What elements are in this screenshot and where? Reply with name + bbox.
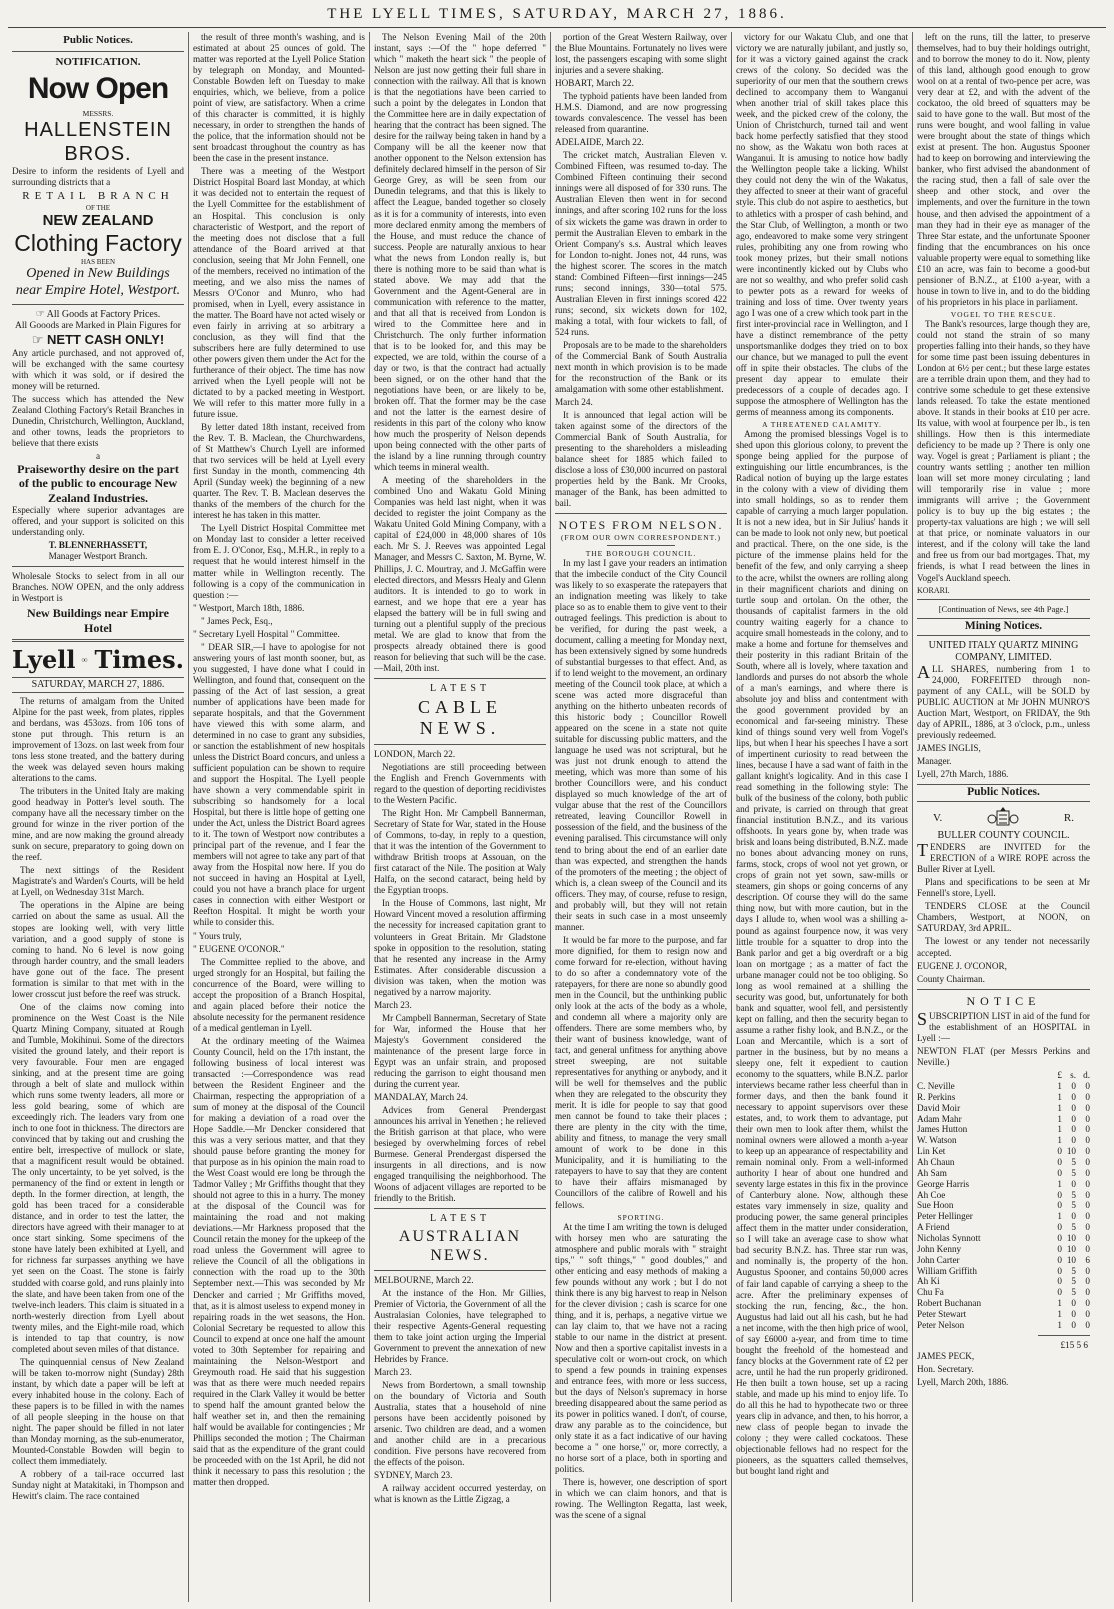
subscriber-name: Peter Stewart bbox=[917, 1309, 967, 1320]
subscription-total: £15 5 6 bbox=[1060, 1339, 1088, 1350]
has-been-label: HAS BEEN bbox=[80, 257, 116, 266]
subscriber-name: R. Perkins bbox=[917, 1091, 956, 1102]
article-paragraph: The next sittings of the Resident Magistrate's and Warden's Courts, will be held at Lyell, on Wednesday 31st March. bbox=[12, 865, 184, 898]
amount-cell: 1 bbox=[1057, 1113, 1062, 1124]
subscriber-name: Lin Ket bbox=[917, 1146, 946, 1157]
letter-line: " Westport, March 18th, 1886. bbox=[193, 602, 305, 613]
ad-desire-text: Desire to inform the residents of Lyell and surrounding districts that a bbox=[12, 166, 184, 188]
amount-cell: 10 bbox=[1066, 1146, 1076, 1157]
article-paragraph: The Lyell District Hospital Committee met on Monday last to consider a letter received from E. J. O'Conor, Esq., M.H.R., in reply to a request that he would interest himself in the matter while in Wellington recently. The following is a copy of the communication in question :— bbox=[193, 523, 365, 600]
subscriber-name: Ah Chaun bbox=[917, 1157, 955, 1168]
amount-cell: 5 bbox=[1071, 1167, 1076, 1178]
retail-branch-heading: RETAIL BRANCH bbox=[22, 190, 174, 203]
article-paragraph: left on the runs, till the latter, to preserve themselves, had to buy their holdings outright, and to borrow the money to do it. Now, plenty of this land, although good enough to grow wool on at a rental of two-pence per acre, was very dear at £2, and with the advent of the cockatoo, the old breed of squatters may be said to have gone to the wall. But most of the runs were bought, and wool falling in value were brought about the state of things which exist at present. The hon. Augustus Spooner had to keep on borrowing and interviewing the banker, who first advised the abandonment of the racing stud, then a fall of sale over the sheep and other stock, and over the implements, and over the furniture in the town house, and then advised the appointment of a man they had in their eye as manager of the Three Star estate, and the unfortunate Spooner finding that the encumbrances on his once valuable property were equal to something like £10 an acre, was fain to become a good-but pensioner of B.N.Z., at £100 a-year, with a house in town to live in, and to do the bidding of his proprietors in his place in parliament. bbox=[917, 32, 1090, 307]
amount-cell: 0 bbox=[1057, 1222, 1062, 1233]
news-paragraph: The cricket match, Australian Eleven v. Combined Fifteen, was resumed to-day. The Combined Fifteen continuing their second innings were all disposed of for 330 runs. The Australian Eleven then went in for second innings, and after scoring 102 runs for the loss of six wickets the game was drawn in order to permit the Australian Eleven to embark in the Orient Company's s.s. Austral which leaves for London to-night. Jones not, 44 runs, was the highest scorer. The scores in the match stand: Combined Fifteen—first innings—245 runs; second innings, 330—total 575. Australian Eleven in first innings scored 422 runs; second, six wickets down for 102, making a total, with four wickets to fall, of 524 runs. bbox=[555, 150, 727, 337]
letter-body: " DEAR SIR,—I have to apologise for not answering yours of last month sooner, but, as you suggested, I have done what I could in Wellington, and found that, consequent on the passing of the Act of last session, a great number of applications have been made for separate hospitals, and that the Government have viewed this with some alarm, and determined in no case to grant any subsidies, or sanction the establishment of new hospitals unless the District Board concurs, and unless a sufficient population can be shown to require and support the Hospital. The Lyell people have shown a very commendable spirit in subscribing so handsomely for a local Hospital, but there is little hope of getting one under the Act, unless the District Board agrees to it. The town of Westport now contributes a principal part of the revenue, and I fear the members will not agree to take any part of that away from the Hospital now here. If you do not succeed in having an Hospital at Lyell, could you not have a branch place for urgent cases in connection with either Westport or Reefton Hospital. It might be worth your while to consider this. bbox=[193, 641, 365, 928]
of-the-label: OF THE bbox=[85, 203, 111, 212]
amount-cell: 5 bbox=[1071, 1157, 1076, 1168]
amount-cell: 0 bbox=[1057, 1233, 1062, 1244]
table-row bbox=[917, 1146, 1090, 1157]
column-4 bbox=[551, 32, 732, 1602]
subscriber-name: Peter Hellinger bbox=[917, 1211, 973, 1222]
amount-cell: 0 bbox=[1085, 1319, 1090, 1330]
columns bbox=[8, 32, 1106, 1602]
dateline: March 23. bbox=[374, 999, 412, 1010]
column-1 bbox=[8, 32, 189, 1602]
subscription-table bbox=[917, 1070, 1090, 1331]
amount-cell: 0 bbox=[1085, 1102, 1090, 1113]
notification-heading: NOTIFICATION. bbox=[55, 56, 141, 69]
article-paragraph: the result of three month's washing, and is estimated at about 25 ounces of gold. The matter was reported at the Lyell Police Station by telegraph on Monday, and Mounted-Constable Bowden left on Tuesday to make enquiries, which, we believe, from a police point of view, are satisfactory. When a crime of this character is committed, it is highly necessary, in order to strengthen the hands of the police, that the information should not be sent broadcast throughout the country as has been the case in the present instance. bbox=[193, 32, 365, 164]
wholesale-text: Wholesale Stocks to select from in all our Branches. NOW OPEN, and the only address in Westport is bbox=[12, 571, 184, 604]
now-open-heading: Now Open bbox=[27, 72, 169, 106]
amount-cell: 0 bbox=[1085, 1189, 1090, 1200]
article-paragraph: At the ordinary meeting of the Waimea County Council, held on the 17th instant, the following business of local interest was transacted :—Correspondence was read between the Resident Engineer and the Chairman, respecting the appropriation of a sum of money at the disposal of the Council for making a deviation of a road over the Hope Saddle.—Mr Dencker considered that this was a very serious matter, and that they should pause before granting the money for that purpose as in his opinion the main road to the West Coast would ere long be through the Tadmor Valley ; Mr Griffiths thought that they should not agree to this in a hurry. The money at the disposal of the Council was for maintaining the road and not making deviations.—Mr Harkness proposed that the Council retain the money for the upkeep of the road unless the Government will agree to relieve the Council of all the obligations in connection with the road up to the 30th September next.—This was seconded by Mr Dencker and carried ; Mr Griffiths moved, that, as it is almost useless to expend money in repairing roads in the wet seasons, the Hon. Colonial Secretary be requested to allow this Council to expend at once one half the amount voted to 30th September for repairing and maintaining the Nelson-Westport and Greymouth road. He said that his suggestion was that as there were much needed repairs required in the Clark Valley it would be better to spend half the amount granted below the half weather set in, and then the remaining half would be available for contingencies ; Mr Phillips seconded the motion ; The Chairman said that as the expenditure of the grant could be proceeded with on the 1st April, he did not think it necessary to pass this resolution ; the matter then dropped. bbox=[193, 1035, 365, 1488]
chairman-title: County Chairman. bbox=[917, 973, 985, 984]
dateline: LONDON, March 22. bbox=[374, 749, 456, 759]
article-paragraph: The returns of amalgam from the United Alpine for the past week, from plates, ripples and berdans, was 453ozs. from 106 tons of stone put through. This return is an improvement of 13ozs. on last week from four tons less stone treated, and the battery during the week was delayed seven hours making alterations to the cams. bbox=[12, 695, 184, 784]
amount-cell: 0 bbox=[1071, 1113, 1076, 1124]
mining-notices-heading: Mining Notices. bbox=[917, 618, 1090, 636]
subscriber-name: Ah Sam bbox=[917, 1167, 947, 1178]
amount-cell: 0 bbox=[1071, 1091, 1076, 1102]
subscriber-name: John Kenny bbox=[917, 1243, 962, 1254]
news-paragraph: Proposals are to be made to the shareholders of the Commercial Bank of South Australia next month in which provision is to be made for the reconstruction of the Bank or its amalgamation with some other establishment. bbox=[555, 339, 727, 394]
amount-cell: 0 bbox=[1071, 1319, 1076, 1330]
amount-cell: 0 bbox=[1071, 1298, 1076, 1309]
amount-cell: 0 bbox=[1085, 1157, 1090, 1168]
article-paragraph: The operations in the Alpine are being carried on about the same as usual. All the stopes are looking well, with very little variation, and a good supply of stone is coming to hand. No 6 level is now going through harder country, and the small leaders have gone out of the face. The present formation is similar to that met with in the lower crosscut just before the reef was struck. bbox=[12, 900, 184, 999]
notes-subheading: (FROM OUR OWN CORRESPONDENT.) bbox=[560, 532, 722, 542]
amount-cell: 0 bbox=[1085, 1113, 1090, 1124]
crest-icon bbox=[81, 648, 88, 672]
table-row bbox=[917, 1103, 1090, 1114]
amount-cell: 0 bbox=[1085, 1222, 1090, 1233]
table-row bbox=[917, 1179, 1090, 1190]
news-paragraph: The Right Hon. Mr Campbell Bannerman, Secretary of State for War, stated in the House of Commons, to-day, in reply to a question, that it was the intention of the Government to withdraw British troops at Assouan, on the first cataract of the Nile. The position at Waly Halfa, on the second cataract, being held by the Egyptian troops. bbox=[374, 808, 546, 896]
letter-line: " Secretary Lyell Hospital " Committee. bbox=[193, 628, 340, 639]
opened-text: Opened in New Buildings near Empire Hotel, Westport. bbox=[15, 266, 181, 298]
amount-cell: 6 bbox=[1085, 1254, 1090, 1265]
amount-cell: 1 bbox=[1057, 1091, 1062, 1102]
amount-cell: 0 bbox=[1071, 1124, 1076, 1135]
amount-cell: 0 bbox=[1057, 1167, 1062, 1178]
mining-signature-title: Manager. bbox=[917, 756, 952, 767]
amount-cell: 0 bbox=[1071, 1135, 1076, 1146]
tenders-close-text: TENDERS CLOSE at the Council Chambers, Westport, at NOON, on SATURDAY, 3rd APRIL. bbox=[917, 901, 1090, 934]
amount-cell: 5 bbox=[1071, 1189, 1076, 1200]
table-row bbox=[917, 1309, 1090, 1320]
amount-cell: 0 bbox=[1071, 1081, 1076, 1091]
pointing-hand-icon: ☞ bbox=[35, 308, 47, 320]
table-row bbox=[917, 1081, 1090, 1092]
amount-cell: 0 bbox=[1085, 1135, 1090, 1146]
subscriber-name: William Griffith bbox=[917, 1265, 977, 1276]
amount-cell: 0 bbox=[1085, 1200, 1090, 1211]
subscriber-name: Sue Hoon bbox=[917, 1200, 954, 1211]
amount-cell: 0 bbox=[1085, 1211, 1090, 1222]
amount-cell: 1 bbox=[1057, 1298, 1062, 1309]
new-zealand-heading: NEW ZEALAND bbox=[42, 212, 154, 230]
amount-cell: 0 bbox=[1057, 1287, 1062, 1298]
news-paragraph: It is announced that legal action will be taken against some of the directors of the Commercial Bank of South Australia, for presenting to the shareholders a misleading balance sheet for 1885 which failed to disclose a loss of £30,000 incurred on pastoral properties held by the Bank. Mr Crooks, manager of the Bank, has been admitted to bail. bbox=[555, 410, 727, 509]
table-row bbox=[917, 1124, 1090, 1135]
amount-cell: 0 bbox=[1085, 1298, 1090, 1309]
notice-heading: NOTICE bbox=[966, 993, 1041, 1008]
chairman-name: EUGENE J. O'CONOR, bbox=[917, 960, 1007, 971]
news-paragraph: portion of the Great Western Railway, over the Blue Mountains. Fortunately no lives were lost, the passengers escaping with some slight injuries and a severe shaking. bbox=[555, 32, 727, 76]
amount-cell: 0 bbox=[1085, 1243, 1090, 1254]
borough-council-heading: THE BOROUGH COUNCIL. bbox=[585, 548, 697, 558]
amount-cell: 0 bbox=[1057, 1157, 1062, 1168]
mining-company-name: UNITED ITALY QUARTZ MINING COMPANY, LIMITED. bbox=[928, 640, 1079, 664]
amount-cell: 0 bbox=[1071, 1102, 1076, 1113]
article-paragraph: The Bank's resources, large though they are, could not stand the strain of so many properties falling into their hands, so they have for some time past been issuing debentures in London at 6½ per cent.; but these large estates are a terrible drain upon them, and they had to contrive some schedule to get these extensive lands released. To take the estate mentioned above. It stands in their books at £10 per acre. Its value, with wool at fourpence per lb., is ten shillings. How then is this intermediate deficiency to be made up ? There is only one way. Vogel is great ; Parliament is pliant ; the country wants settling ; another ten million loan will set more money circulating ; land will temporarily rise in value ; more immigrants will arrive ; the Government policy is to buy up the big estates ; the property-tax valuations are high ; we will sell at that price, or nominate valuators in our interest, and if the colony will take the land and free us from our bad mortgages. That, my friends, is what I read between the lines in Vogel's Auckland speech. bbox=[917, 318, 1090, 583]
subscriber-name: Ah Ki bbox=[917, 1276, 940, 1287]
subscriber-name: Chu Fa bbox=[917, 1287, 944, 1298]
table-row bbox=[917, 1168, 1090, 1179]
amount-cell: 1 bbox=[1057, 1319, 1062, 1330]
australian-news-heading: AUSTRALIAN NEWS. bbox=[398, 1228, 522, 1265]
notes-from-nelson-heading: NOTES FROM NELSON. bbox=[558, 518, 724, 533]
amount-cell: 1 bbox=[1057, 1102, 1062, 1113]
article-paragraph: The tributers in the United Italy are making good headway in Potter's level south. The company have all the necessary timber on the ground for winze in the river portion of the mine, and are now making the ground already sunk on secure, preparatory to going down on the reef. bbox=[12, 786, 184, 863]
vogel-rescue-heading: VOGEL TO THE RESCUE. bbox=[950, 309, 1057, 319]
secretary-name: JAMES PECK, bbox=[917, 1350, 975, 1361]
subscriber-name: George Harris bbox=[917, 1178, 970, 1189]
new-buildings-line: New Buildings near Empire Hotel bbox=[27, 606, 169, 635]
amount-cell: 0 bbox=[1057, 1276, 1062, 1287]
amount-cell: 0 bbox=[1085, 1276, 1090, 1287]
amount-cell: 0 bbox=[1085, 1091, 1090, 1102]
column-3 bbox=[370, 32, 551, 1602]
subscriber-name: A Friend bbox=[917, 1222, 950, 1233]
a-text: a bbox=[95, 450, 101, 461]
amount-cell: 0 bbox=[1085, 1265, 1090, 1276]
clothing-factory-heading: Clothing Factory bbox=[14, 230, 182, 257]
amount-cell: 10 bbox=[1066, 1254, 1076, 1265]
amount-cell: 0 bbox=[1057, 1200, 1062, 1211]
table-row bbox=[917, 1266, 1090, 1277]
amount-cell: 0 bbox=[1085, 1309, 1090, 1320]
article-paragraph: A robbery of a tail-race occurred last Sunday night at Matakitaki, in Thompson and Hewitt's claim. The race contained bbox=[12, 1469, 184, 1502]
amount-cell: 0 bbox=[1057, 1254, 1062, 1265]
newton-flat-line: NEWTON FLAT (per Messrs Perkins and Neville.) bbox=[917, 1046, 1090, 1068]
article-paragraph: There was a meeting of the Westport District Hospital Board last Monday, at which it was decided not to entertain the request of the Lyell Committee for the establishment of an Hospital. This conclusion is only characteristic of Westport, and the report of the meeting does not disclose that a full attendance of the Board arrived at that conclusion, seeing that Mr John Fennell, one of the members, received no intimation of the meeting, and we also miss the names of Messrs O'Conor and Munro, who had promised, when in Lyell, every assistance in the matter. The Board have not acted wisely or even fairly in arriving at so arbitrary a conclusion, as they will find that the subscribers here are fully determined to use other powers given them under the Act for the furtherance of their object. The time has now arrived when the Lyell people will not be dictated to by a packed meeting in Westport. We will refer to this matter more fully in a future issue. bbox=[193, 166, 365, 420]
public-notices-heading: Public Notices. bbox=[63, 34, 133, 46]
table-row bbox=[917, 1211, 1090, 1222]
mining-notice-text: ALL SHARES, numbering from 1 to 24,000, FORFEITED through non-payment of any CALL, will be SOLD by PUBLIC AUCTION at Mr JOHN MUNRO'S Auction Mart, Westport, on FRIDAY, the 9th day of APRIL, 1886, at 3 o'clock, p.m., unless previously redeemed. bbox=[917, 662, 1090, 741]
amount-cell: 0 bbox=[1071, 1309, 1076, 1320]
amount-cell: 10 bbox=[1066, 1233, 1076, 1244]
latest-label: LATEST bbox=[429, 682, 491, 694]
article-paragraph: The quinquennial census of New Zealand will be taken to-morrow night (Sunday) 28th instant, by which date a paper will be left at every inhabited house in the colony. Each of these papers is to be filled in with the names of all people sleeping in the house on that night. The paper should be filled in not later than Monday morning, as the sub-enumerator, Mounted-Constable Bowden will begin to collect them immediately. bbox=[12, 1356, 184, 1467]
subscriber-name: Peter Nelson bbox=[917, 1319, 965, 1330]
coat-of-arms-icon bbox=[986, 806, 1020, 830]
subscriber-name: John Carter bbox=[917, 1254, 960, 1265]
table-row bbox=[917, 1200, 1090, 1211]
table-row bbox=[917, 1320, 1090, 1331]
subscriber-name: Robert Buchanan bbox=[917, 1298, 982, 1309]
amount-cell: 5 bbox=[1071, 1287, 1076, 1298]
amount-cell: 0 bbox=[1085, 1178, 1090, 1189]
news-paragraph: At the instance of the Hon. Mr Gillies, Premier of Victoria, the Government of all the Australasian Colonies, have telegraphed to their respective Agents-General requesting them to take joint action urging the Imperial Government to prevent the annexation of new Hebrides by France. bbox=[374, 1287, 546, 1364]
news-paragraph: In the House of Commons, last night, Mr Howard Vincent moved a resolution affirming the necessity for increased capitation grant to volunteers in Great Britain. Mr Gladstone spoke in opposition to the resolution, stating that he resented any increase in the Army Estimates. After considerable discussion a division was taken, when the motion was negatived by a narrow majority. bbox=[374, 898, 546, 997]
subscription-text: SUBSCRIPTION LIST in aid of the fund for the establishment of an HOSPITAL in Lyell :— bbox=[917, 1008, 1090, 1044]
paper-name-right: Times. bbox=[94, 645, 184, 675]
dateline: MANDALAY, March 24. bbox=[374, 1091, 468, 1102]
news-paragraph: A railway accident occurred yesterday, on what is known as the Little Zigzag, a bbox=[374, 1483, 546, 1505]
table-row bbox=[917, 1157, 1090, 1168]
amount-cell: 0 bbox=[1085, 1081, 1090, 1091]
tenders-text: TENDERS are INVITED for the ERECTION of a WIRE ROPE across the Buller River at Lyell. bbox=[917, 840, 1090, 875]
table-row bbox=[917, 1276, 1090, 1287]
amount-cell: 1 bbox=[1057, 1211, 1062, 1222]
amount-cell: 1 bbox=[1057, 1081, 1062, 1091]
subscriber-name: David Moir bbox=[917, 1102, 961, 1113]
amount-cell: 0 bbox=[1057, 1265, 1062, 1276]
dateline: March 24. bbox=[555, 397, 593, 407]
column-6 bbox=[913, 32, 1094, 1602]
amount-cell: 0 bbox=[1085, 1124, 1090, 1135]
dateline: SYDNEY, March 23. bbox=[374, 1470, 453, 1481]
dateline: MELBOURNE, March 22. bbox=[374, 1274, 474, 1285]
table-header: £ s. d. bbox=[1057, 1070, 1090, 1081]
messrs-label: MESSRS. bbox=[82, 109, 114, 119]
dateline: ADELAIDE, March 22. bbox=[555, 137, 644, 148]
letter-line: " James Peck, Esq., bbox=[201, 615, 273, 626]
amount-cell: 0 bbox=[1057, 1146, 1062, 1157]
latest-label: LATEST bbox=[429, 1213, 491, 1225]
amount-cell: 1 bbox=[1057, 1124, 1062, 1135]
news-paragraph: Advices from General Prendergast announces his arrival in Yenethen ; he relieved the British garrison at that place, who were besieged by overwhelming forces of rebel Burmese. General Prendergast dispersed the insurgents in all directions, and is now engaged tranquilising the neighborhood. The Woons of adjacent villages are reported to be friendly to the British. bbox=[374, 1104, 546, 1204]
amount-cell: 0 bbox=[1071, 1211, 1076, 1222]
threatened-calamity-heading: A THREATENED CALAMITY. bbox=[762, 420, 882, 430]
cable-news-heading: CABLE NEWS. bbox=[417, 696, 502, 739]
column-2 bbox=[189, 32, 370, 1602]
article-paragraph: One of the claims now coming into prominence on the West Coast is the Nile Quartz Mining Company, situated at Rough and Tumble, Mokihinui. Some of the directors visited the ground lately, and their report is very favourable. Four men are engaged sinking, and at the present time are going through a belt of slate and mullock within which runs some twenty leaders, all more or less gold bearing, some of which are exceedingly rich. The leaders vary from one inch to one foot in thickness. The directors are convinced that by taking out and crushing the entire belt, irrespective of mullock or slate, that a magnificent result would be obtained. The only uncertainty, to be yet solved, is the permanency of the find or extent in length or depth. In the former direction, at length, the gold has been traced for a considerable distance, and in order to test the latter, the directors have agreed with their manager to at once start sinking. Some specimens of the stone have lately been exhibited at Lyell, and for richness far surpasses anything we have yet seen on the Coast. The stone is fairly studded with coarse gold, and runs plainly into the slate, and have been taken from one of the twelve-inch leaders. This claim is situated in a north-westerly direction from Lyell about twenty miles, and the Eight-mile road, which is intended to tap that country, is now completed about seven miles of that distance. bbox=[12, 1001, 184, 1354]
article-paragraph: Among the promised blessings Vogel is to shed upon this glorious colony, to prevent the sponge being applied for the purpose of extinguishing our little encumbrances, is the Radical notion of buying up the large estates in the colony with a view of dividing them into small holdings, so as to render them capable of carrying a much larger population. It is not a new idea, but in Sir Julius' hands it can be made to look not only new, but poetical and practical. There, on the one side, is the picture of the immense plains held for the benefit of the few, and only carrying a sheep to the acre, whilst the owners are rolling along in their magnificent chariots and dining on turtle soup and ortolan. On the other, the thousands of capitalist farmers in the old country waiting eagerly for a chance to acquire small homesteads in the colony, and to make a home and fortune for themselves and their posterity in this radiant Britain of the South, where all is lovely, where taxation and landlords and purses do not absorb the whole of a man's earnings, and where there is absolute joy and bliss and contentment with the good government provided by an economical and far-seeing ministry. These kind of things sound very well from Vogel's lips, but when I hear his speeches I have a sort of impertinent curiosity to read between the lines, because I have a sad want of faith in the gallant knight's logicality. And in this case I read something in the following style: The bulk of the business of the colony, both public and private, is carried on through that great financial institution B.N.Z., and its various offshoots. In years gone by, when trade was brisk and loans being distributed, B.N.Z. made no bones about advancing money on runs, farms, stock, crops of wool not yet grown, or crops of grain not yet sown, saw-mills or steamers, gin shops or going concerns of any description. Of course they will do the same thing now, but with more caution, but in the days I allude to, when wool was a shilling a-pound as against fourpence now, it was very little trouble for a squatter to drop into the Bank parlor and get a big overdraft or a big loan on mortgage ; as a matter of fact the urbane manager could not be too obliging. So long as wool remained at a shilling the security was good, but, unfortunately for both bank and squatter, wool fell, and persistently kept on falling, and then the security began to assume a rather fishy look, and B.N.Z., or the Loan and Mercantile, which is a sort of partner in the business, but by no means a sleepy one, felt it expedient to caution economy to the squatters, while B.N.Z. parlor interviews became rather less cheerful than in former days, and then the bank found it necessary to appoint supervisors over these estates, and, to work them to advantage, put their own men to look after them, whilst the nominal owners were allowed a month a-year to keep up an appearance of respectability and remain nominal only. From a well-informed authority I hear of about one hundred and seventy large estates in this fix in the province of Canterbury alone. Now, although these estates vary immensely in size, quality and producing power, the same general principles affect them in the matter under consideration, so I will take an average case to show what bad security B.N.Z. has. Three star run was, and nominally is, the property of the hon. Augustus Spooner, and contains 50,000 acres of fair land capable of carrying a sheep to the acre. After the preliminary expenses of stocking the run, fencing, &c., the hon. Augustus had laid out all his cash, but he had a net income, with the then high price of wool, of say £6000 a-year, and from time to time bought the freehold of the homestead and fancy blocks at the Government rate of £2 per acre, until he had the run properly gridironed. He then built a town house, set up a racing stable, and made up his mind to enjoy life. To do all this he had to hypothecate two or three years clip in advance, and then, to his horror, a new class of people began to invade the colony ; they were called cockatoos. These objectionable fellows had no respect for the pioneers, as the squatters called themselves, but bought land right and bbox=[736, 429, 908, 1477]
paper-name-left: Lyell bbox=[12, 645, 76, 675]
manager-title: Manager Westport Branch. bbox=[48, 551, 148, 562]
subscriber-name: Nicholas Synnott bbox=[917, 1233, 981, 1244]
amount-cell: 0 bbox=[1057, 1243, 1062, 1254]
subscriber-name: James Hutton bbox=[917, 1124, 968, 1135]
marked-line: All Gooods are Marked in Plain Figures for bbox=[15, 320, 181, 331]
amount-cell: 0 bbox=[1085, 1146, 1090, 1157]
secretary-title: Hon. Secretary. bbox=[917, 1363, 974, 1374]
table-row bbox=[917, 1255, 1090, 1266]
subscriber-name: W. Watson bbox=[917, 1135, 957, 1146]
article-paragraph: The Nelson Evening Mail of the 20th instant, says :—Of the " hope deferred " which " maketh the heart sick " the people of Nelson are just now getting their full share in connection with the railway. All that is known is that the negotiations have been carried to such a point by the delegates in London that the Committee here are in daily expectation of hearing that the contract has been signed. The desire for the railway being taken in hand by a Company will be all the keener now that another opponent to the Nelson extension has definitely declared himself in the person of Sir George Grey, as will be seen from our Dunedin telegrams, and that this is likely to affect the League, banded together so closely as it is for a community of interests, into even more declared enmity among the members of the House, and must reduce the chance of success. People are naturally anxious to hear what the news from London really is, but there is nothing more to be said than what is stated above. We may add that the Government and the Agent-General are in communication with reference to the matter, and that all that is received from London is wired to the Committee here and in Christchurch. The only further information that is to be looked for, and this may be expected, we are told, within the course of a day or two, is that the contract had actually been signed, or on the other hand that the negotiations have been, or are likely to be, broken off. That the former may be the case and not the latter is the earnest desire of residents in this part of the colony who know how much the prosperity of Nelson depends upon being connected with the other parts of the island by a line running through country which teems in mineral wealth. bbox=[374, 32, 546, 473]
article-paragraph: A meeting of the shareholders in the combined Uno and Wakatu Gold Mining Companies was held last night, when it was decided to register the joint Company as the Wakatu United Gold Mining Company, with a capital of £24,000 in 48,000 shares of 10s each. Mr S. J. Reeves was appointed Legal Manager, and Messrs C. Saxton, M. Byrne, W. Phillips, J. C. Mourtray, and J. McGaffin were elected directors, and Messrs Healy and Glenn auditors. It is intended to go to work in earnest, and we hope that ere a year has elapsed the battery will be in full swing and turning out a plentiful supply of the precious metal. We are glad to know that from the prospects already obtained there is good reason for believing that such will be the case.—Mail, 20th inst. bbox=[374, 475, 546, 673]
mining-date: Lyell, 27th March, 1886. bbox=[917, 769, 1009, 780]
success-text: The success which has attended the New Zealand Clothing Factory's Retail Branches in Dunedin, Christchurch, Wellington, Auckland, and other towns, leads the proprietors to believe that there exists bbox=[12, 393, 184, 448]
exchange-text: Any article purchased, and not approved of, will be exchanged with the same courtesy with which it was sold, or if desired the money will be returned. bbox=[12, 347, 184, 391]
nett-cash-line: ☞ NETT CASH ONLY! bbox=[31, 331, 165, 347]
article-paragraph: In my last I gave your readers an intimation that the imbecile conduct of the City Council was likely to so exasperate the ratepayers that an indignation meeting was likely to take place so as to enable them to give vent to their outraged feelings. This prediction is about to be verified, for during the past week, a document, calling a meeting for Monday next, has been extensively signed by some hundreds of substantial burgesses to that effect. And, as if to lend weight to the movement, an ordinary meeting of the Council took place, at which a scene was acted more disgraceful than anything on the hitherto unbeaten records of this historic body ; Councillor Rowell appeared on the scene in a state not quite suitable for discussing public matters, and the language he used was not scriptural, but he was just not drunk enough to attend the meeting, which was more than some of his brother Councillors were, and his conduct displayed so much knowledge of the art of vulgar abuse that the rest of the Councillors retreated, leaving Councillor Rowell in possession of the field, and the business of the evening paralised. This circumstance will only tend to bring about the end of an earlier date than was expected, and strengthen the hands of the promoters of the meeting ; the object of which is, a clean sweep of the Council and its officers. They may, of course, refuse to resign, and probably will, but they will not retain their seats in such case in a most unseemly manner. bbox=[555, 557, 727, 932]
amount-cell: 1 bbox=[1057, 1135, 1062, 1146]
manager-name: T. BLENNERHASSETT, bbox=[48, 540, 148, 551]
public-notices-heading: Public Notices. bbox=[917, 784, 1090, 802]
dateline: March 23. bbox=[374, 1366, 412, 1377]
article-paragraph: There is, however, one description of sport in which we can claim honors, and that is rowing. The Wellington Regatta, last week, was the scene of a signal bbox=[555, 1477, 727, 1521]
table-row bbox=[917, 1114, 1090, 1125]
lowest-tender-text: The lowest or any tender not necessarily accepted. bbox=[917, 936, 1090, 958]
firm-name: HALLENSTEIN BROS. bbox=[24, 119, 172, 166]
amount-cell: 0 bbox=[1057, 1189, 1062, 1200]
factory-prices-line: ☞ All Goods at Factory Prices. bbox=[35, 308, 161, 320]
table-row bbox=[917, 1190, 1090, 1201]
praiseworthy-heading: Praiseworthy desire on the part of the public to encourage New Zealand Industries. bbox=[17, 461, 179, 505]
paper-title bbox=[12, 646, 184, 675]
buller-council-heading: BULLER COUNTY COUNCIL. bbox=[937, 830, 1070, 842]
amount-cell: 0 bbox=[1085, 1287, 1090, 1298]
amount-cell: 5 bbox=[1071, 1265, 1076, 1276]
article-paragraph: It would be far more to the purpose, and far more dignified, for them to resign now and come forward for re-election, without having to do so after a condemnatory vote of the ratepayers, for there are none so abundly good men in the Council, but the unthinking public only look at the acts of the body as a whole, and condemn all where a majority only are offenders. There are some members who, by their want of business knowledge, want of tact, and general unfitness for anything above street sweeping, are not suitable representatives for anything or anybody, and it will be well for themselves and the public when they are relegated to the obscurity they merit. It is idle for people to say that good men cannot be found to take their places ; there are plenty in the city with the time, ability and fitness, to manage the very small amount of work to be done in this Municipality, and it is humiliating to the ratepayers to have to say that they are content to have their affairs mismanaged by Councillors of the calibre of Rowell and his fellows. bbox=[555, 934, 727, 1210]
letter-line: " Yours truly, bbox=[193, 930, 242, 941]
plans-text: Plans and specifications to be seen at Mr Fennell's store, Lyell. bbox=[917, 877, 1090, 899]
column-5 bbox=[732, 32, 913, 1602]
article-paragraph: At the time I am writing the town is deluged with horsey men who are saturating the atmosphere and public morals with " straight tips," " soft things," " good doubles," and other enticing and easy methods of making a few pounds without any work ; but I do not think there is any big harvest to reap in Nelson for the clever division ; cash is scarce for one thing, and it is, perhaps, a negative virtue we can lay claim to, that we have not a racing stable to our name in the district at present. Now and then a sportive capitalist invests in a speculative colt or worn-out crock, on which to spend a few pounds in training expenses and entrance fees, with more or less success, but the days of Nelson's supremacy in horse breeding disappeared about the same period as its power in politics waned. I don't, of course, draw any parable as to the coincidence, but only state it as a fact indicative of our having become a " one horse," or, more correctly, a no horse sort of a place, both in sporting and politics. bbox=[555, 1221, 727, 1475]
subscriber-name: C. Neville bbox=[917, 1081, 955, 1091]
table-row bbox=[917, 1233, 1090, 1244]
table-row bbox=[917, 1135, 1090, 1146]
author-signature: KORARI. bbox=[917, 585, 950, 595]
article-paragraph: By letter dated 18th instant, received from the Rev. T. B. Maclean, the Churchwardens, of St Matthew's Church Lyell are informed that two services will be held at Lyell every first Sunday in the month, commencing 4th April (Sunday week) the beginning of a new quarter. The Rev. T. B. Maclean deserves the thanks of the members of the church for the interest he has taken in this matter. bbox=[193, 422, 365, 521]
secretary-date: Lyell, March 20th, 1886. bbox=[917, 1376, 1009, 1387]
news-paragraph: Mr Campbell Bannerman, Secretary of State for War, informed the House that her Majesty's Government considered the maintenance of the present large force in Egypt was an unfair strain, and proposed reducing the garrison to eight thousand men during the current year. bbox=[374, 1012, 546, 1089]
mining-signature: JAMES INGLIS, bbox=[917, 743, 981, 754]
subscriber-name: Adam Mahr bbox=[917, 1113, 962, 1124]
amount-cell: 5 bbox=[1071, 1276, 1076, 1287]
table-row bbox=[917, 1222, 1090, 1233]
table-row bbox=[917, 1092, 1090, 1103]
continuation-note: [Continuation of News, see 4th Page.] bbox=[938, 604, 1069, 615]
amount-cell: 0 bbox=[1085, 1233, 1090, 1244]
subscriber-name: Ah Coe bbox=[917, 1189, 946, 1200]
table-row bbox=[917, 1287, 1090, 1298]
amount-cell: 10 bbox=[1066, 1243, 1076, 1254]
dateline: HOBART, March 22. bbox=[555, 78, 634, 89]
pointing-hand-icon: ☞ bbox=[31, 331, 48, 347]
article-paragraph: The Committee replied to the above, and urged strongly for an Hospital, but failing the concurrence of the Board, were willing to accept the proposition of a Branch Hospital, and again placed before their notice the absolute necessity for the permanent residence of a medical gentleman in Lyell. bbox=[193, 956, 365, 1033]
sporting-heading: SPORTING. bbox=[617, 1212, 665, 1222]
letter-signature: " EUGENE O'CONOR." bbox=[193, 943, 285, 954]
especially-text: Especially where superior advantages are offered, and your support is solicited on this understanding only. bbox=[12, 505, 184, 538]
table-row bbox=[917, 1298, 1090, 1309]
amount-cell: 0 bbox=[1085, 1167, 1090, 1178]
royal-seal: V. R. bbox=[917, 806, 1090, 830]
issue-date: SATURDAY, MARCH 27, 1886. bbox=[12, 677, 184, 693]
amount-cell: 5 bbox=[1071, 1222, 1076, 1233]
table-row bbox=[917, 1244, 1090, 1255]
amount-cell: 5 bbox=[1071, 1200, 1076, 1211]
news-paragraph: Negotiations are still proceeding between the English and French Governments with regard to the question of deporting recidivistes to the Western Pacific. bbox=[374, 762, 546, 806]
masthead: THE LYELL TIMES, SATURDAY, MARCH 27, 1886. bbox=[8, 4, 1106, 28]
news-paragraph: The typhoid patients have been landed from H.M.S. Diamond, and are now progressing towards convalescence. The vessel has been released from quarantine. bbox=[555, 91, 727, 135]
amount-cell: 0 bbox=[1071, 1178, 1076, 1189]
article-paragraph: victory for our Wakatu Club, and one that victory we are naturally jubilant, and justly so, for it was a victory gained against the crack crews of the colony. So decided was the superiority of our men that the southern crews declined to accompany them to Wanganui when another trial of skill takes place this week, and the picked crew of the colony, the Union of Christchurch, turned tail and went back home perfectly satisfied that they stood no show, as the Wakatu won both races at Wanganui. It is amusing to notice how badly the Wellington people take a licking. Whilst they could not deny the win of the Wakatus, they affected to sneer at their want of graceful style. This club do not aspire to aesthetics, but to athletics with a prosper of cash behind, and the Star Club, of Wellington, a month or two ago, endeavored to make some very stringent rules, prohibiting any one from rowing who took money prizes, but their small notions were incontinently kicked out by Clubs who are not so wealthy, and who prefer solid cash to pewter pots as a reward for weeks of training and loss of time. Over twenty years ago I was one of a crew which took part in the first inter-provincial race in Wellington, and I have a distinct remembrance of the petty unsportsmanlike dodges they tried on to box our chance, but we managed to pull the event off in spite their obstacles. The clubs of the present day appear to emulate their predecessors of a couple of decades ago. I suppose the atmosphere of Wellington has the germs of meanness among its components. bbox=[736, 32, 908, 418]
news-paragraph: News from Bordertown, a small township on the boundary of Victoria and South Australia, states that a household of nine persons have been accidently poisoned by arsenic. Two children are dead, and a women and another child are in a precarious condition. Five persons have recovered from the effects of the poison. bbox=[374, 1379, 546, 1468]
amount-cell: 1 bbox=[1057, 1309, 1062, 1320]
amount-cell: 1 bbox=[1057, 1178, 1062, 1189]
